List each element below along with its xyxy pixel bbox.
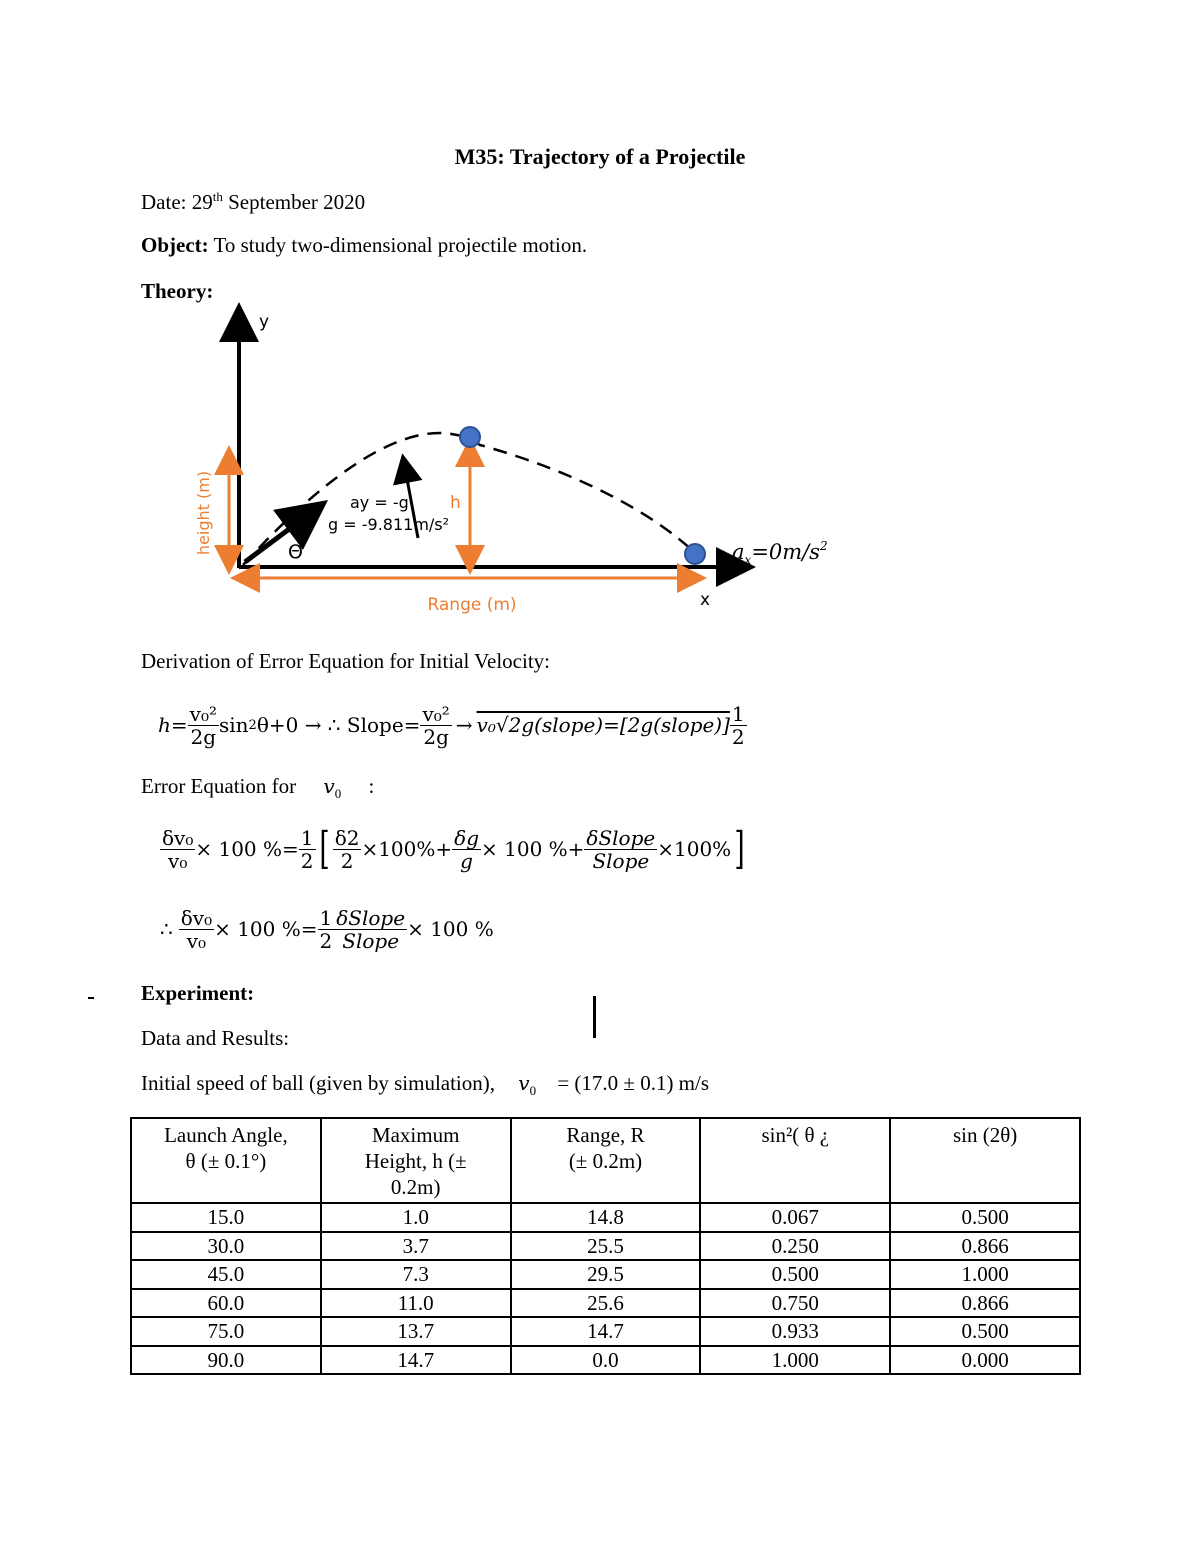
- cell: 11.0: [321, 1289, 511, 1318]
- cell: 0.750: [700, 1289, 890, 1318]
- eq2-term3: $\frac{\text{δSlope}}{\text{Slope}}$: [586, 825, 656, 873]
- theta-label: Θ: [288, 541, 303, 563]
- object-text: To study two-dimensional projectile motion.: [208, 233, 588, 257]
- cell: 60.0: [131, 1289, 321, 1318]
- cell: 29.5: [511, 1260, 701, 1289]
- eq2-lhs: $\frac{\text{δv₀}}{\text{v₀}}$: [162, 825, 194, 873]
- cell: 3.7: [321, 1232, 511, 1261]
- ball-landing: [685, 544, 705, 564]
- table-row: [131, 1203, 1080, 1232]
- cell: 0.500: [700, 1260, 890, 1289]
- x-axis-label: x: [700, 590, 711, 610]
- cell: 75.0: [131, 1317, 321, 1346]
- cell: 0.250: [700, 1232, 890, 1261]
- eq3-lhs: $\frac{\text{δv₀}}{\text{v₀}}$: [180, 905, 213, 953]
- page-title: M35: Trajectory of a Projectile: [454, 144, 746, 169]
- cell: 90.0: [131, 1346, 321, 1375]
- cell: 7.3: [321, 1260, 511, 1289]
- cell: 30.0: [131, 1232, 321, 1261]
- cell: 15.0: [131, 1203, 321, 1232]
- text-cursor: [593, 996, 596, 1038]
- eq1-arrow: →: [455, 713, 473, 737]
- date-label: Date: 29: [141, 190, 213, 214]
- eq1-frac2: $\frac{\text{v₀²}}{2g}$: [422, 701, 450, 749]
- error-equation-simplified: ∴ $\frac{\text{δv₀}}{\text{v₀}}$ × 100 %= $\frac{1}{2}$ $\frac{\text{δSlope}}{\text{Slope}}$ × 100 %: [160, 905, 494, 953]
- eq1-h: h=: [158, 713, 188, 737]
- theory-label: Theory:: [141, 279, 214, 303]
- ax-label: $a_x=0m/s^2$: [732, 539, 828, 567]
- eq1-half: $\frac{1}{2}$: [731, 701, 745, 749]
- cell: 25.5: [511, 1232, 701, 1261]
- date-line: [141, 190, 365, 213]
- cell: 25.6: [511, 1289, 701, 1318]
- header-launch-angle: Launch Angle, θ (± 0.1°): [131, 1118, 321, 1203]
- cell: 0.000: [890, 1346, 1080, 1375]
- eq1-rest: θ+0 → ∴ Slope=: [256, 713, 421, 737]
- cell: 14.7: [511, 1317, 701, 1346]
- eq2-term2: $\frac{\delta g}{g}$: [454, 825, 479, 873]
- eq2-term1: $\frac{\delta 2}{2}$: [334, 825, 360, 873]
- cell: 0.866: [890, 1289, 1080, 1318]
- cell: 0.067: [700, 1203, 890, 1232]
- height-label: height (m): [194, 470, 213, 556]
- header-range: Range, R (± 0.2m): [511, 1118, 701, 1203]
- table-row: [131, 1317, 1080, 1346]
- cell: 0.866: [890, 1232, 1080, 1261]
- cell: 0.933: [700, 1317, 890, 1346]
- date-suffix: th: [212, 189, 223, 204]
- h-label: h: [450, 493, 461, 513]
- equation-height-slope: h= $\frac{\text{v₀²}}{2g}$ sin 2 θ+0 → ∴ Slope= $\frac{\text{v₀²}}{2g}$ → v₀√2g(slope)=[2g(slope)] $\frac{1}{2}$: [158, 701, 745, 749]
- cell: 45.0: [131, 1260, 321, 1289]
- eq1-frac1: $\frac{\text{v₀²}}{2g}$: [189, 701, 217, 749]
- eq1-root: v₀√2g(slope)=[2g(slope)]: [476, 713, 730, 737]
- experiment-label: Experiment:: [141, 981, 255, 1005]
- table-row: [131, 1346, 1080, 1375]
- header-max-height: Maximum Height, h (± 0.2m): [321, 1118, 511, 1203]
- derivation-label: Derivation of Error Equation for Initial Velocity:: [141, 649, 550, 673]
- range-label: Range (m): [427, 595, 517, 615]
- cell: 1.000: [700, 1346, 890, 1375]
- table-header-row: [131, 1118, 1080, 1203]
- date-rest: September 2020: [222, 190, 366, 214]
- table-row: [131, 1232, 1080, 1261]
- results-table: [130, 1117, 1081, 1375]
- error-equation-full: $\frac{\text{δv₀}}{\text{v₀}}$ × 100 %= $\frac{1}{2}$ [ $\frac{\delta 2}{2}$ ×100%+ $\frac{\delta g}{g}$ × 100 %+ $\frac{\text{δSlope}}{\text{Slope}}$ ×100% ]: [162, 823, 745, 874]
- cell: 0.500: [890, 1317, 1080, 1346]
- cell: 0.500: [890, 1203, 1080, 1232]
- cell: 1.000: [890, 1260, 1080, 1289]
- eq2-half: $\frac{1}{2}$: [300, 825, 314, 873]
- cell: 14.8: [511, 1203, 701, 1232]
- error-equation-label: Error Equation for $v_0$ :: [141, 774, 375, 802]
- g-label: g = -9.811m/s²: [328, 515, 450, 534]
- eq1-sin: sin: [218, 713, 249, 737]
- ay-label: ay = -g: [350, 493, 409, 512]
- cell: 13.7: [321, 1317, 511, 1346]
- initial-speed-line: Initial speed of ball (given by simulation), $v_0 = (17.0 \pm 0.1)$ m/s: [141, 1071, 710, 1099]
- projectile-diagram: [0, 300, 900, 630]
- object-line: [141, 235, 587, 256]
- table-row: [131, 1260, 1080, 1289]
- data-results-label: Data and Results:: [141, 1026, 290, 1050]
- object-label: Object:: [141, 233, 209, 257]
- eq3-half: $\frac{1}{2}$: [319, 905, 333, 953]
- cell: 14.7: [321, 1346, 511, 1375]
- cell: 0.0: [511, 1346, 701, 1375]
- y-axis-label: y: [259, 312, 270, 332]
- ball-peak: [460, 427, 480, 447]
- header-sin-2theta: sin (2θ): [890, 1118, 1080, 1203]
- eq3-term: $\frac{\text{δSlope}}{\text{Slope}}$: [336, 905, 406, 953]
- cell: 1.0: [321, 1203, 511, 1232]
- margin-mark: [88, 997, 94, 999]
- table-row: [131, 1289, 1080, 1318]
- header-sin-squared: sin²( θ ¿: [700, 1118, 890, 1203]
